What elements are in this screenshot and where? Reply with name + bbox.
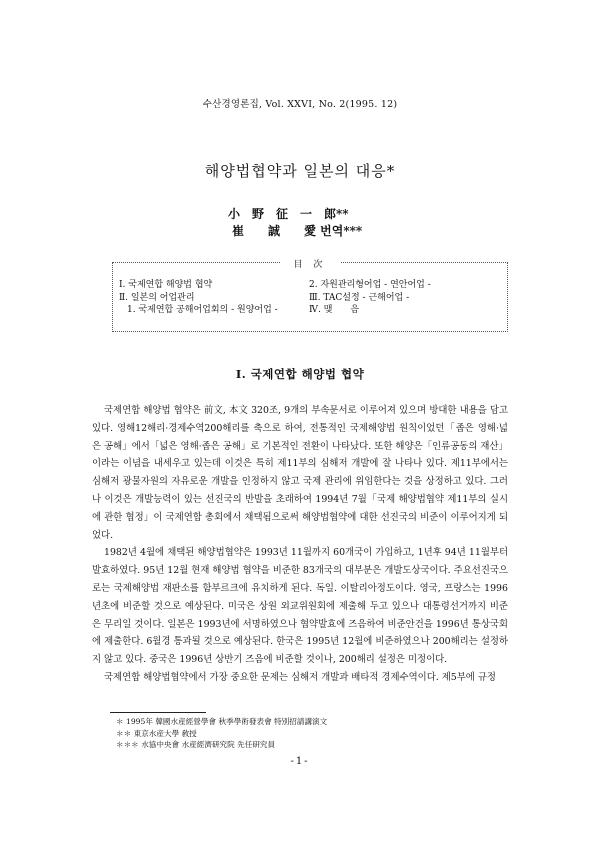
paragraph: 국제연합 해양법 협약은 前文, 本文 320조, 9개의 부속문서로 이루어져 있으며 방대한 내용을 담고 있다. 영해12해리·경제수역200해리를 축으로 하여, 전통적인 국제해양법 원칙이었던「좁은 영해·넓은 공해」에서「넓은 영해·좁은 공해」로 기본적인 전환이 나타났다. 또한 해양은「인류공동의 재산」이라는 이념을 내세우고 있는데 이것은 특히 제11부의 심해저 개발에 잘 나타나 있다. 제11부에서는 심해저 광물자원의 자유로운 개발을 인정하지 않고 국제 관리에 위임한다는 것을 상정하고 있다. 그러나 이것은 개발능력이 있는 선진국의 반발을 초래하여 1994년 7월「국제 해양법협약 제11부의 실시에 관한 협정」이 국제연합 총회에서 채택됨으로써 해양법협약에 대한 선진국의 비준이 이루어지게 되었다. <box>92 405 508 541</box>
footnote: ＊ 1995年 韓國水産經營學會 秋季學術發表會 特別招請講演文 <box>116 717 328 726</box>
footnote: ＊＊ 東京水産大學 敎授 <box>116 728 197 738</box>
page-number: -1- <box>290 756 310 767</box>
paragraph: 1982년 4월에 채택된 해양법협약은 1993년 11월까지 60개국이 가입하고, 1년후 94년 11월부터 발효하였다. 95년 12월 현재 해양법 협약을 비준한 83개국의 대부분은 개발도상국이다. 주요선진국으로는 국제해양법 재판소를 함부르크에 유치하게 된다. 독일. 이탈리아정도이다. 영국, 프랑스는 1996년초에 비준할 것으로 예상된다. 미국은 상원 외교위원회에 제출해 두고 있으나 대통령선거까지 비준은 무리일 것이다. 일본은 1993년에 서명하였으나 협약발효에 즈음하여 비준안건을 1996년 통상국회에 제출한다. 6월경 통과될 것으로 예상된다. 한국은 1995년 12월에 비준하였으나 200해리는 설정하지 않고 있다. 중국은 1996년 상반기 즈음에 비준할 것이나, 200해리 설정은 미정이다. <box>92 547 508 666</box>
toc-item: Ⅰ. 국제연합 해양법 협약 <box>119 280 213 290</box>
footnote-divider <box>110 712 206 713</box>
table-of-contents <box>112 262 508 332</box>
toc-item: Ⅳ. 맺 음 <box>309 305 360 315</box>
toc-item: 2. 자원관리형어업 - 연안어업 - <box>309 280 431 290</box>
toc-item: Ⅱ. 일본의 어업관리 <box>119 292 195 303</box>
toc-column-left <box>119 279 278 317</box>
section-heading: Ⅰ. 국제연합 해양법 협약 <box>235 367 365 381</box>
footnote: ＊＊＊ 水協中央會 水産經濟研究院 先任研究員 <box>116 740 276 749</box>
toc-column-right <box>309 279 431 317</box>
author-name: 小 野 征 一 郎** <box>228 207 349 221</box>
paper-title: 해양법협약과 일본의 대응* <box>204 162 396 180</box>
paragraph: 국제연합 해양법협약에서 가장 중요한 문제는 심해저 개발과 배타적 경제수역이다. 제5부에 규정 <box>104 671 496 683</box>
journal-citation: 수산경영론집, Vol. XXVI, No. 2(1995. 12) <box>202 99 398 110</box>
footnotes <box>116 716 327 751</box>
body-text <box>92 402 508 687</box>
translator-name: 崔 誠 愛 번역*** <box>232 224 363 238</box>
toc-item: 1. 국제연합 공해어업회의 - 원양어업 - <box>127 305 278 315</box>
toc-heading-wrap <box>113 257 507 270</box>
toc-item: Ⅲ. TAC설정 - 근해어업 - <box>309 292 410 303</box>
toc-heading: 目 次 <box>280 260 341 270</box>
